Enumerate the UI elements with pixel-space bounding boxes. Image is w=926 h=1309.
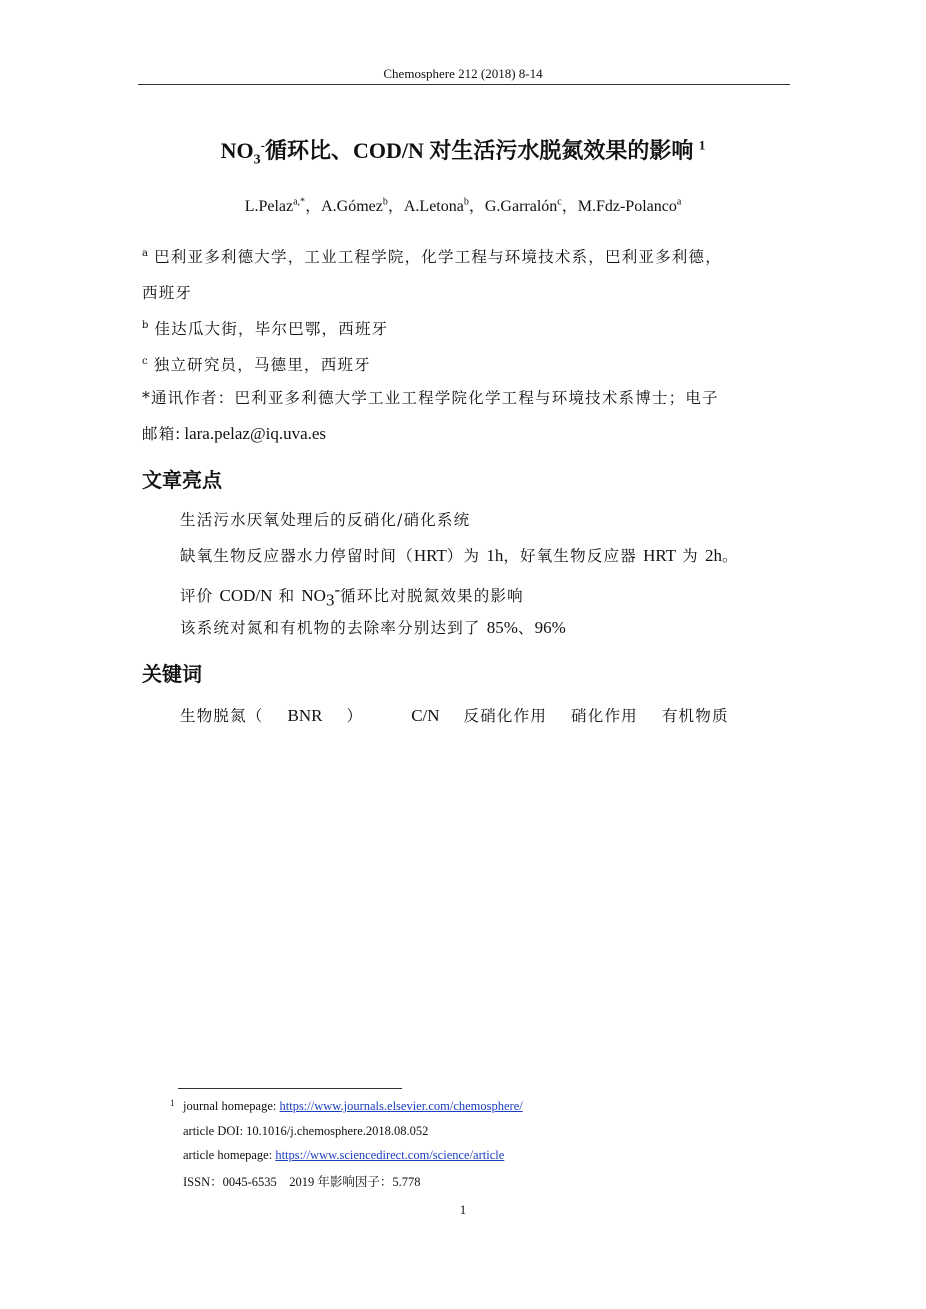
highlight-item	[180, 544, 739, 566]
highlight-text: NO	[301, 586, 326, 606]
author-name: M.Fdz-Polanco	[577, 198, 677, 215]
running-header: Chemosphere 212 (2018) 8-14	[383, 66, 543, 81]
affiliation-text: 巴利亚多利德大学，工业工程学院，化学工程与环境技术系，巴利亚多利德，	[154, 248, 722, 267]
author-list	[0, 193, 926, 216]
highlight-item	[180, 580, 524, 610]
highlight-text: 为	[676, 547, 706, 565]
highlight-text: 评价	[180, 587, 220, 606]
affiliation-mark: a	[142, 248, 148, 259]
footnote-label: journal homepage:	[183, 1099, 280, 1113]
title-main: 循环比、COD/N 对生活污水脱氮效果的影响	[264, 138, 699, 163]
author-mark: b	[463, 196, 469, 208]
keyword-text: BNR	[287, 706, 323, 725]
highlight-text: 2h	[705, 546, 723, 565]
keyword	[180, 707, 387, 725]
footnote-journal-homepage	[183, 1099, 523, 1114]
author-name: A.Gómez	[321, 198, 383, 215]
highlight-item	[180, 508, 470, 530]
keyword-list	[180, 704, 753, 726]
highlights-heading: 文章亮点	[142, 468, 222, 492]
title-footnote-mark: 1	[698, 137, 706, 153]
author-sep: ，	[468, 198, 485, 215]
affiliation-a	[142, 236, 792, 311]
affiliation-b	[142, 308, 792, 347]
corresponding-author	[142, 380, 792, 452]
highlight-text: 1h	[486, 546, 504, 565]
title-subscript: 3	[253, 152, 261, 168]
affiliation-text: 佳达瓜大街，毕尔巴鄂，西班牙	[154, 320, 389, 339]
keyword: 反硝化作用	[463, 707, 548, 725]
highlight-text: 96%	[534, 618, 566, 637]
highlight-text: 该系统对氮和有机物的去除率分别达到了	[180, 619, 487, 637]
footnote-rule	[178, 1088, 402, 1089]
author-mark: a,*	[293, 196, 306, 208]
highlight-text: HRT	[643, 546, 677, 565]
author-name: A.Letona	[403, 198, 464, 215]
corr-text: *通讯作者：巴利亚多利德大学工业工程学院化学工程与环境技术系博士；电子	[142, 389, 719, 407]
keyword-text: 生物脱氮（	[180, 707, 264, 725]
affiliation-text: 西班牙	[142, 284, 193, 303]
header-rule	[138, 84, 790, 85]
affiliation-c	[142, 344, 792, 383]
highlight-subscript: 3	[325, 590, 335, 610]
keywords-heading: 关键词	[142, 662, 202, 686]
keyword-text: ）	[346, 707, 364, 725]
author-sep: ，	[305, 198, 322, 215]
highlight-text: ，好氧生物反应器	[503, 547, 644, 565]
highlight-superscript: -	[334, 580, 341, 599]
affiliation-mark: b	[142, 320, 149, 331]
highlight-text: 缺氧生物反应器水力停留时间（	[180, 547, 414, 565]
email-label: 邮箱	[142, 425, 176, 443]
author-mark: a	[676, 196, 682, 208]
author-sep: ，	[561, 198, 578, 215]
footnote-mark: 1	[170, 1098, 175, 1108]
highlight-text: 。	[722, 547, 739, 565]
author-name: L.Pelaz	[244, 198, 294, 215]
footnote-label: article homepage:	[183, 1148, 276, 1162]
author-sep: ，	[387, 198, 404, 215]
footnote-article-homepage	[183, 1148, 504, 1163]
keyword: 有机物质	[661, 707, 729, 725]
keyword: C/N	[411, 706, 440, 725]
author-name: G.Garralón	[484, 198, 558, 215]
author-mark: b	[382, 196, 388, 208]
footnote-issn: ISSN：0045-6535 2019 年影响因子：5.778	[183, 1175, 421, 1189]
highlight-text: 85%	[486, 618, 518, 637]
highlight-text: 生活污水厌氧处理后的反硝化/硝化系统	[180, 511, 471, 529]
journal-homepage-link[interactable]: https://www.journals.elsevier.com/chemosphere/	[279, 1099, 523, 1113]
email-address: : lara.pelaz@iq.uva.es	[175, 424, 327, 443]
title-superscript: -	[260, 137, 265, 153]
highlight-text: 循环比对脱氮效果的影响	[340, 587, 524, 606]
highlight-text: ）为	[446, 547, 487, 565]
footnote-doi: article DOI: 10.1016/j.chemosphere.2018.08.052	[183, 1124, 429, 1138]
keyword: 硝化作用	[571, 707, 638, 725]
highlight-text: HRT	[413, 546, 447, 565]
article-title	[0, 134, 926, 168]
highlight-text: COD/N	[219, 586, 273, 606]
author-mark: c	[557, 196, 562, 208]
highlight-text: 、	[517, 619, 535, 637]
affiliation-mark: c	[142, 356, 148, 367]
affiliation-text: 独立研究员，马德里，西班牙	[153, 356, 371, 375]
title-no: NO	[220, 138, 254, 163]
page-number: 1	[459, 1202, 467, 1217]
highlight-item	[180, 616, 566, 638]
highlight-text: 和	[272, 587, 302, 606]
article-homepage-link[interactable]: https://www.sciencedirect.com/science/article	[275, 1148, 505, 1162]
